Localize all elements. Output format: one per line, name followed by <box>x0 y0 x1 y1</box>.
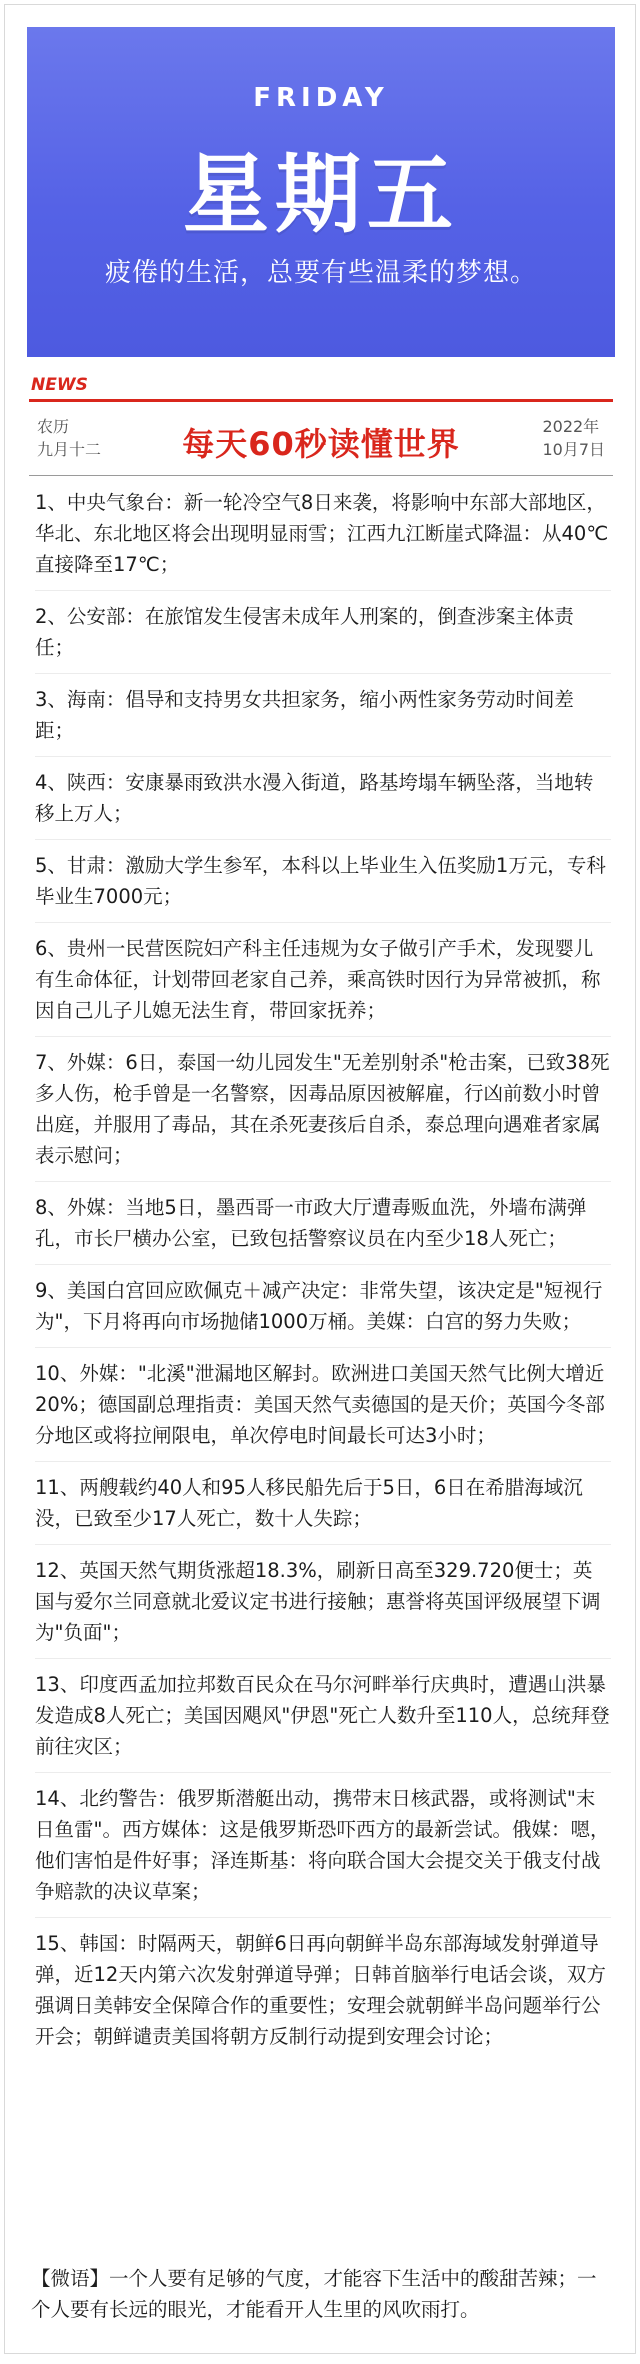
news-item: 13、印度西孟加拉邦数百民众在马尔河畔举行庆典时，遭遇山洪暴发造成8人死亡；美国因飓风"伊恩"死亡人数升至110人，总统拜登前往灾区； <box>35 1673 610 1758</box>
divider <box>35 756 611 757</box>
header-rule-top <box>29 399 613 402</box>
solar-date <box>542 415 605 461</box>
divider <box>35 839 611 840</box>
closing-quote: 【微语】一个人要有足够的气度，才能容下生活中的酸甜苦辣；一个人要有长远的眼光，才能看开人生里的风吹雨打。 <box>31 2267 597 2321</box>
news-item: 1、中央气象台：新一轮冷空气8日来袭，将影响中东部大部地区，华北、东北地区将会出现明显雨雪；江西九江断崖式降温：从40℃直接降至17℃； <box>35 491 609 576</box>
lunar-label: 农历 <box>37 417 70 436</box>
divider <box>35 1181 611 1182</box>
news-item: 9、美国白宫回应欧佩克＋减产决定：非常失望，该决定是"短视行为"，下月将再向市场抛储1000万桶。美媒：白宫的努力失败； <box>35 1279 603 1333</box>
news-item: 4、陕西：安康暴雨致洪水漫入街道，路基垮塌车辆坠落，当地转移上万人； <box>35 771 594 825</box>
divider <box>35 1347 611 1348</box>
news-item: 15、韩国：时隔两天，朝鲜6日再向朝鲜半岛东部海域发射弹道导弹，近12天内第六次发射弹道导弹；日韩首脑举行电话会谈，双方强调日美韩安全保障合作的重要性；安理会就朝鲜半岛问题举行公开会；朝鲜谴责美国将朝方反制行动提到安理会讨论； <box>35 1932 606 2048</box>
masthead-title: 每天60秒读懂世界 <box>182 425 460 463</box>
news-item: 2、公安部：在旅馆发生侵害未成年人刑案的，倒查涉案主体责任； <box>35 605 574 659</box>
divider <box>35 673 611 674</box>
weekday-english: FRIDAY <box>253 83 389 113</box>
news-item: 8、外媒：当地5日，墨西哥一市政大厅遭毒贩血洗，外墙布满弹孔，市长尸横办公室，已致包括警察议员在内至少18人死亡； <box>35 1196 587 1250</box>
news-item: 14、北约警告：俄罗斯潜艇出动，携带末日核武器，或将测试"末日鱼雷"。西方媒体：这是俄罗斯恐吓西方的最新尝试。俄媒：嗯，他们害怕是件好事；泽连斯基：将向联合国大会提交关于俄支付战争赔款的决议草案； <box>35 1787 610 1903</box>
article-card <box>4 4 636 2354</box>
divider <box>35 922 611 923</box>
news-item: 7、外媒：6日，泰国一幼儿园发生"无差别射杀"枪击案，已致38死多人伤，枪手曾是一名警察，因毒品原因被解雇，行凶前数小时曾出庭，并服用了毒品，其在杀死妻孩后自杀，泰总理向遇难者家属表示慰问； <box>35 1051 610 1167</box>
header-rule-bottom <box>29 475 613 476</box>
news-item: 5、甘肃：激励大学生参军，本科以上毕业生入伍奖励1万元，专科毕业生7000元； <box>35 854 606 908</box>
news-tag: NEWS <box>31 375 88 395</box>
news-item: 6、贵州一民营医院妇产科主任违规为女子做引产手术，发现婴儿有生命体征，计划带回老家自己养，乘高铁时因行为异常被抓，称因自己儿子儿媳无法生育，带回家抚养； <box>35 937 601 1022</box>
banner-slogan: 疲倦的生活，总要有些温柔的梦想。 <box>104 258 537 288</box>
news-item: 12、英国天然气期货涨超18.3%，刷新日高至329.720便士；英国与爱尔兰同意就北爱议定书进行接触；惠誉将英国评级展望下调为"负面"； <box>35 1559 601 1644</box>
weekday-chinese: 星期五 <box>183 145 459 245</box>
divider <box>35 1264 611 1265</box>
solar-day: 10月7日 <box>542 440 605 459</box>
divider <box>35 590 611 591</box>
divider <box>35 1658 611 1659</box>
divider <box>35 1036 611 1037</box>
news-item: 3、海南：倡导和支持男女共担家务，缩小两性家务劳动时间差距； <box>35 688 574 742</box>
news-item: 10、外媒："北溪"泄漏地区解封。欧洲进口美国天然气比例大增近20%；德国副总理指责：美国天然气卖德国的是天价；英国今冬部分地区或将拉闸限电，单次停电时间最长可达3小时； <box>35 1362 605 1447</box>
news-list <box>35 487 611 2072</box>
divider <box>35 1772 611 1773</box>
divider <box>35 1917 611 1918</box>
news-item: 11、两艘载约40人和95人移民船先后于5日，6日在希腊海域沉没，已致至少17人死亡，数十人失踪； <box>35 1476 583 1530</box>
lunar-day: 九月十二 <box>37 440 102 459</box>
divider <box>35 1544 611 1545</box>
masthead-row <box>29 407 613 471</box>
solar-year: 2022年 <box>542 417 600 436</box>
divider <box>35 1461 611 1462</box>
weekday-banner <box>27 27 615 357</box>
